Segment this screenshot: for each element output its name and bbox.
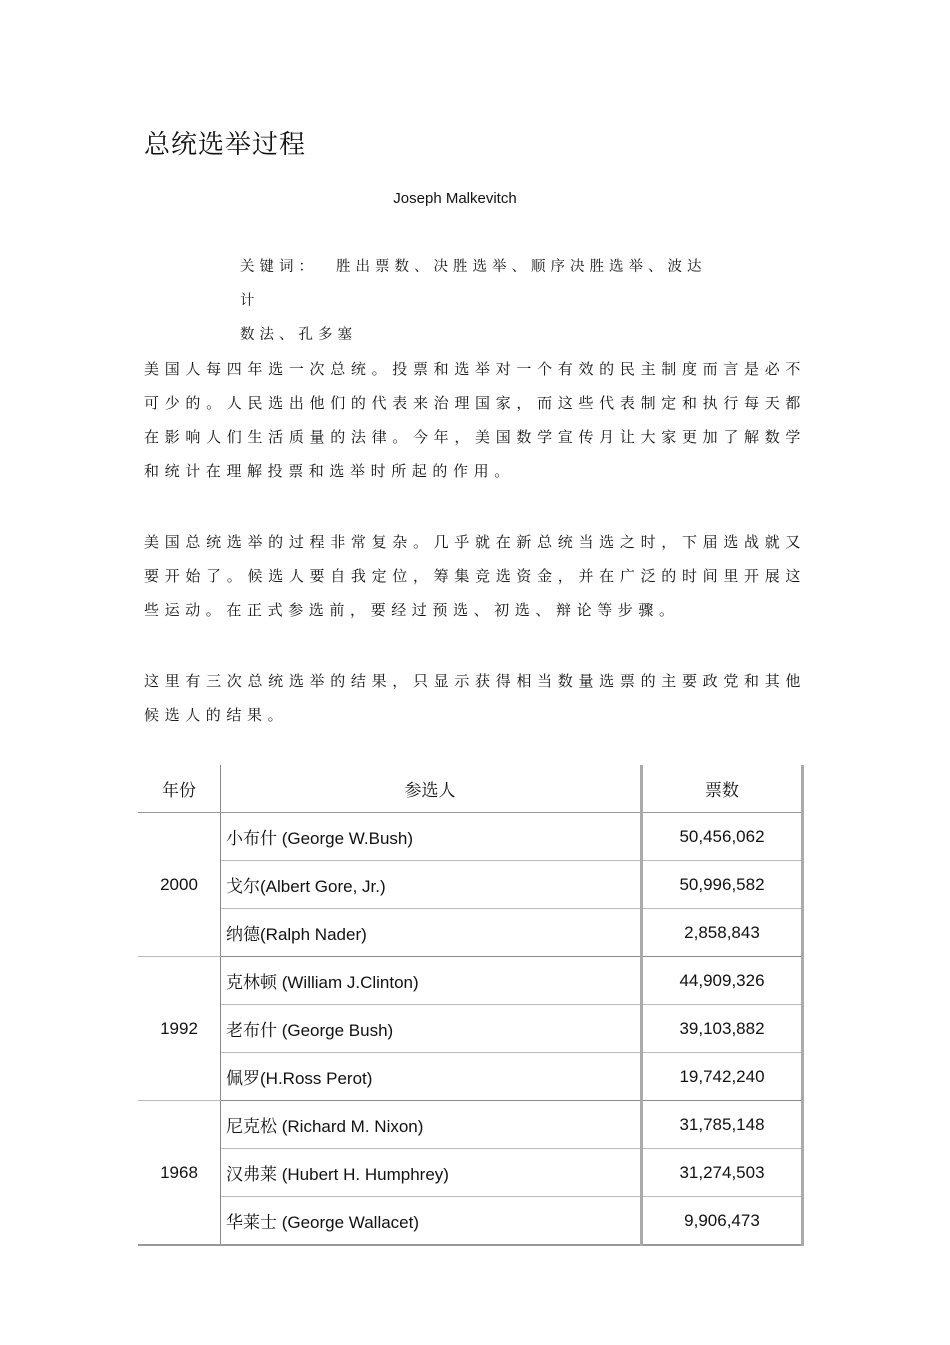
keywords-list-1: 胜出票数、决胜选举、顺序决胜选举、波达计 — [240, 259, 707, 309]
paragraph-process: 美国总统选举的过程非常复杂。几乎就在新总统当选之时，下届选战就又要开始了。候选人要自我定位，筹集竞选资金，并在广泛的时间里开展这些运动。在正式参选前，要经过预选、初选、辩论等步骤。 — [144, 533, 806, 619]
header-year: 年份 — [138, 765, 221, 813]
candidate-cell: 小布什 (George W.Bush) — [221, 813, 642, 861]
votes-cell: 31,274,503 — [642, 1149, 803, 1197]
keywords-label: 关键词： — [240, 259, 318, 275]
paragraph-results-intro: 这里有三次总统选举的结果，只显示获得相当数量选票的主要政党和其他候选人的结果。 — [144, 672, 806, 724]
candidate-cell: 克林顿 (William J.Clinton) — [221, 957, 642, 1005]
table-header-row — [138, 765, 803, 813]
table-row — [138, 1197, 803, 1246]
candidate-cell: 老布什 (George Bush) — [221, 1005, 642, 1053]
table-row — [138, 1053, 803, 1101]
votes-cell: 2,858,843 — [642, 909, 803, 957]
header-votes: 票数 — [642, 765, 803, 813]
candidate-cell: 佩罗(H.Ross Perot) — [221, 1053, 642, 1101]
keywords-line-1 — [240, 250, 720, 318]
table-row — [138, 813, 803, 861]
keywords-line-2: 数法、孔多塞 — [240, 327, 357, 343]
table-row — [138, 957, 803, 1005]
table-row — [138, 1149, 803, 1197]
candidate-cell: 尼克松 (Richard M. Nixon) — [221, 1101, 642, 1149]
votes-cell: 9,906,473 — [642, 1197, 803, 1246]
paragraph-intro: 美国人每四年选一次总统。投票和选举对一个有效的民主制度而言是必不可少的。人民选出他们的代表来治理国家，而这些代表制定和执行每天都在影响人们生活质量的法律。今年，美国数学宣传月让大家更加了解数学和统计在理解投票和选举时所起的作用。 — [144, 360, 806, 480]
candidate-cell: 华莱士 (George Wallacet) — [221, 1197, 642, 1246]
author-name: Joseph Malkevitch — [393, 190, 517, 207]
year-cell: 1992 — [138, 957, 221, 1101]
candidate-cell: 汉弗莱 (Hubert H. Humphrey) — [221, 1149, 642, 1197]
election-results-table — [138, 765, 804, 1246]
votes-cell: 39,103,882 — [642, 1005, 803, 1053]
votes-cell: 50,996,582 — [642, 861, 803, 909]
table-row — [138, 1101, 803, 1149]
table-row — [138, 861, 803, 909]
votes-cell: 50,456,062 — [642, 813, 803, 861]
year-cell: 1968 — [138, 1101, 221, 1246]
candidate-cell: 纳德(Ralph Nader) — [221, 909, 642, 957]
table-row — [138, 909, 803, 957]
header-candidate: 参选人 — [221, 765, 642, 813]
candidate-cell: 戈尔(Albert Gore, Jr.) — [221, 861, 642, 909]
votes-cell: 31,785,148 — [642, 1101, 803, 1149]
document-title: 总统选举过程 — [144, 130, 307, 160]
table-row — [138, 1005, 803, 1053]
votes-cell: 19,742,240 — [642, 1053, 803, 1101]
year-cell: 2000 — [138, 813, 221, 957]
keywords-block — [240, 250, 720, 352]
votes-cell: 44,909,326 — [642, 957, 803, 1005]
